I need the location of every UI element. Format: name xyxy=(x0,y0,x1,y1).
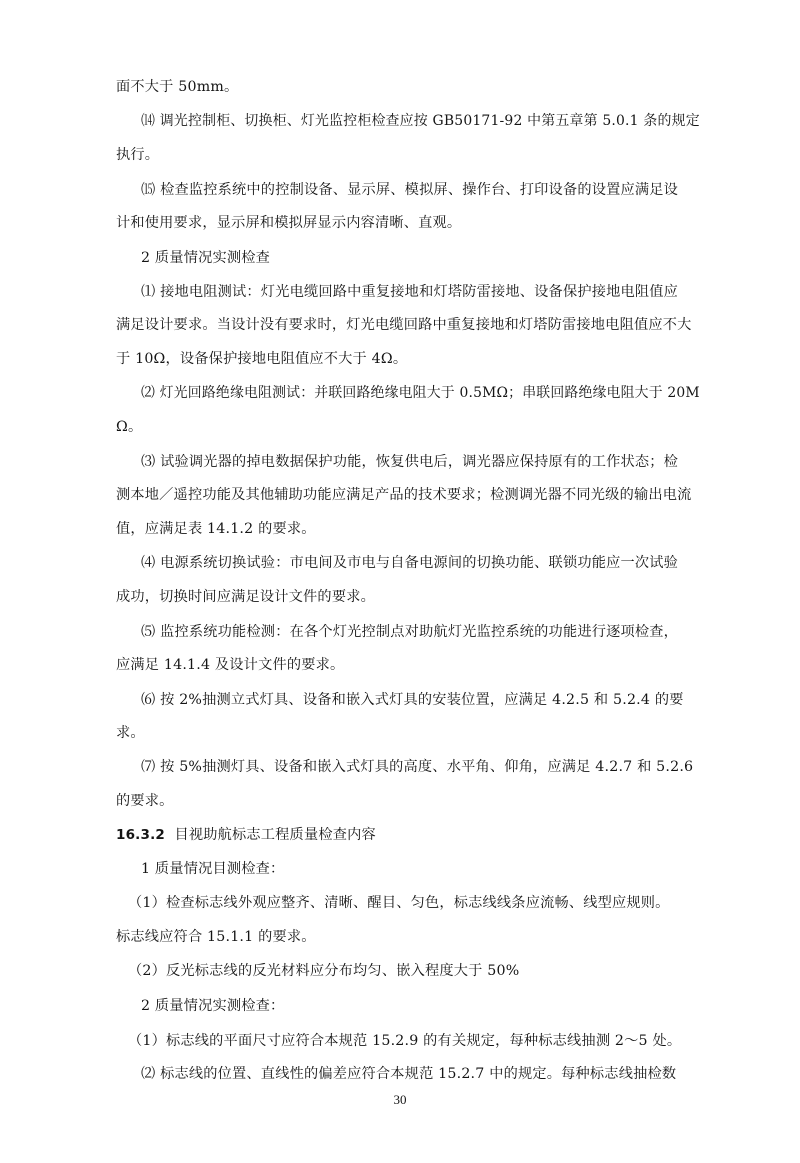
text-line: ⑶ 试验调光器的掉电数据保护功能，恢复供电后，调光器应保持原有的工作状态；检 xyxy=(141,454,679,470)
text-line: ⑵ 标志线的位置、直线性的偏差应符合本规范 15.2.7 中的规定。每种标志线抽检数 xyxy=(141,1066,677,1082)
subsection-heading xyxy=(116,825,376,845)
text-line: 的要求。 xyxy=(116,793,174,809)
text-line: （1）标志线的平面尺寸应符合本规范 15.2.9 的有关规定，每种标志线抽测 2～5 处。 xyxy=(128,1033,682,1049)
text-line: （2）反光标志线的反光材料应分布均匀、嵌入程度大于 50% xyxy=(128,963,520,979)
text-line: Ω。 xyxy=(116,419,143,435)
section-heading: 1 质量情况目测检查： xyxy=(141,861,285,877)
section-heading: 2 质量情况实测检查： xyxy=(141,998,285,1014)
section-heading: 2 质量情况实测检查 xyxy=(141,250,271,266)
text-line: ⒁ 调光控制柜、切换柜、灯光监控柜检查应按 GB50171-92 中第五章第 5.0.1 条的规定 xyxy=(141,113,700,129)
text-line: ⑸ 监控系统功能检测：在各个灯光控制点对助航灯光监控系统的功能进行逐项检查， xyxy=(141,624,679,640)
text-line: 标志线应符合 15.1.1 的要求。 xyxy=(116,929,316,945)
text-line: 应满足 14.1.4 及设计文件的要求。 xyxy=(116,657,345,673)
subsection-title: 目视助航标志工程质量检查内容 xyxy=(174,827,376,843)
text-line: （1）检查标志线外观应整齐、清晰、醒目、匀色，标志线线条应流畅、线型应规则。 xyxy=(128,895,670,911)
text-line: 成功，切换时间应满足设计文件的要求。 xyxy=(116,589,375,605)
subsection-number: 16.3.2 xyxy=(116,827,166,843)
text-line: ⑺ 按 5%抽测灯具、设备和嵌入式灯具的高度、水平角、仰角，应满足 4.2.7 和 5.2.6 xyxy=(141,759,694,775)
page-number: 30 xyxy=(393,1092,407,1107)
text-line: 面不大于 50mm。 xyxy=(116,79,239,95)
text-line: 计和使用要求，显示屏和模拟屏显示内容清晰、直观。 xyxy=(116,215,462,231)
text-line: 执行。 xyxy=(116,147,160,163)
text-line: 值，应满足表 14.1.2 的要求。 xyxy=(116,521,316,537)
text-line: 求。 xyxy=(116,725,145,741)
text-line: ⑷ 电源系统切换试验：市电间及市电与自备电源间的切换功能、联锁功能应一次试验 xyxy=(141,555,679,571)
text-line: ⒂ 检查监控系统中的控制设备、显示屏、模拟屏、操作台、打印设备的设置应满足设 xyxy=(141,182,679,198)
text-line: 满足设计要求。当设计没有要求时，灯光电缆回路中重复接地和灯塔防雷接地电阻值应不大 xyxy=(116,317,692,333)
text-line: 测本地／遥控功能及其他辅助功能应满足产品的技术要求；检测调光器不同光级的输出电流 xyxy=(116,487,692,503)
text-line: ⑹ 按 2%抽测立式灯具、设备和嵌入式灯具的安装位置，应满足 4.2.5 和 5.2.4 的要 xyxy=(141,692,684,708)
text-line: ⑵ 灯光回路绝缘电阻测试：并联回路绝缘电阻大于 0.5MΩ；串联回路绝缘电阻大于 20M xyxy=(141,385,700,401)
text-line: 于 10Ω，设备保护接地电阻值应不大于 4Ω。 xyxy=(116,351,408,367)
text-line: ⑴ 接地电阻测试：灯光电缆回路中重复接地和灯塔防雷接地、设备保护接地电阻值应 xyxy=(141,284,679,300)
